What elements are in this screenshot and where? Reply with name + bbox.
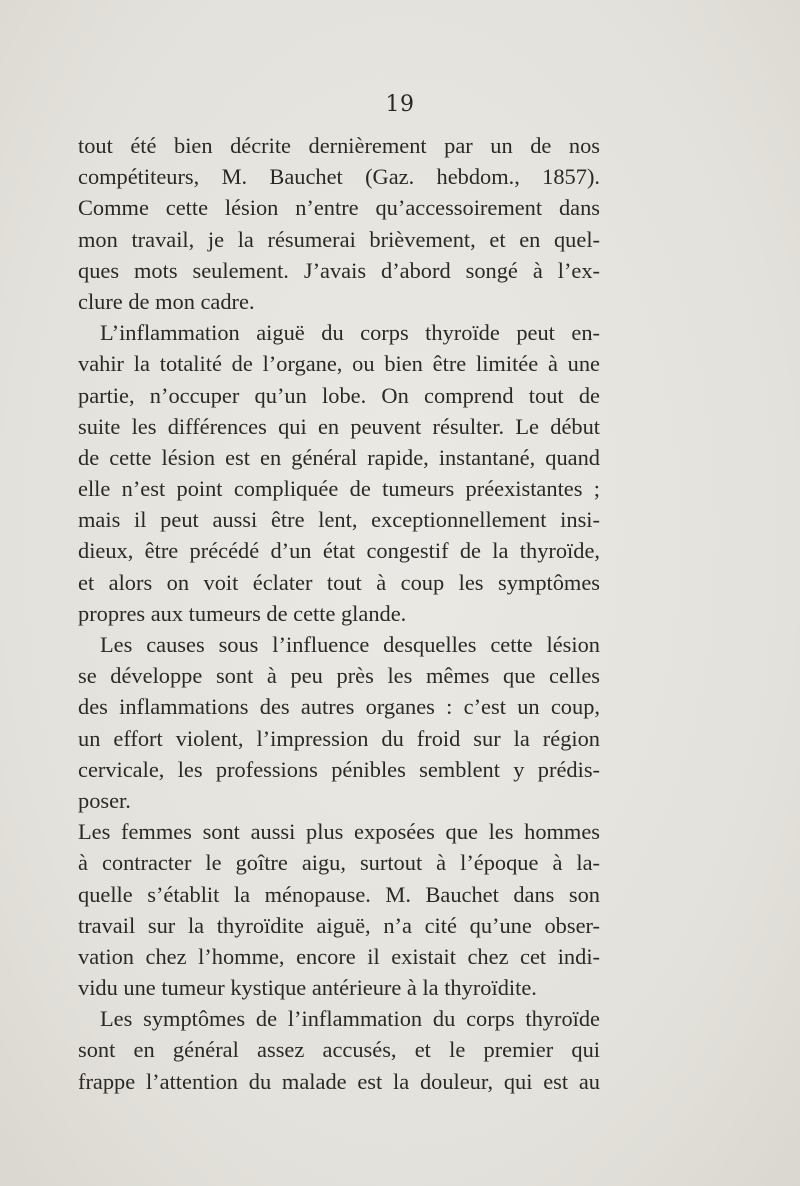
text-line: ques mots seulement. J’avais d’abord songé à l’ex-: [78, 257, 600, 283]
text-line: mais il peut aussi être lent, exceptionnellement insi-: [78, 507, 600, 533]
text-line: quelle s’établit la ménopause. M. Bauchet dans son: [78, 881, 600, 907]
text-line: cervicale, les professions pénibles semblent y prédis-: [78, 756, 600, 782]
paragraph: [78, 629, 600, 816]
page-number: 19: [385, 92, 415, 117]
text-line: tout été bien décrite dernièrement par un de nos: [78, 133, 600, 158]
text-line: suite les différences qui en peuvent résulter. Le début: [78, 413, 600, 439]
text-line: vation chez l’homme, encore il existait chez cet indi-: [78, 943, 600, 969]
text-line: dieux, être précédé d’un état congestif de la thyroïde,: [78, 538, 600, 564]
text-line: poser.: [78, 787, 131, 813]
text-line: et alors on voit éclater tout à coup les symptômes: [78, 569, 600, 595]
paragraph: [78, 317, 600, 629]
text-line: elle n’est point compliquée de tumeurs préexistantes ;: [78, 476, 600, 502]
text-line: un effort violent, l’impression du froid sur la région: [78, 725, 600, 751]
text-line: Les causes sous l’influence desquelles cette lésion: [100, 632, 600, 657]
text-line: des inflammations des autres organes : c’est un coup,: [78, 694, 600, 720]
text-line: travail sur la thyroïdite aiguë, n’a cité qu’une obser-: [78, 912, 600, 938]
text-line: Les symptômes de l’inflammation du corps thyroïde: [100, 1006, 600, 1032]
text-line: mon travail, je la résumerai brièvement, et en quel-: [78, 226, 600, 252]
text-line: Les femmes sont aussi plus exposées que les hommes: [78, 819, 600, 845]
text-line: se développe sont à peu près les mêmes que celles: [78, 663, 600, 689]
text-line: de cette lésion est en général rapide, instantané, quand: [78, 444, 600, 470]
text-line: sont en général assez accusés, et le premier qui: [78, 1037, 600, 1063]
text-line: partie, n’occuper qu’un lobe. On comprend tout de: [78, 382, 600, 408]
paragraph: [78, 816, 600, 1003]
text-line: propres aux tumeurs de cette glande.: [78, 600, 407, 626]
text-line: clure de mon cadre.: [78, 288, 255, 314]
paragraph: [78, 130, 600, 317]
paragraph: [78, 1003, 600, 1097]
text-line: vidu une tumeur kystique antérieure à la thyroïdite.: [78, 975, 537, 1001]
body-text: [78, 130, 600, 1097]
text-line: compétiteurs, M. Bauchet (Gaz. hebdom., 1857).: [78, 164, 600, 190]
text-line: vahir la totalité de l’organe, ou bien être limitée à une: [78, 351, 600, 377]
text-line: L’inflammation aiguë du corps thyroïde peut en-: [100, 320, 600, 346]
text-line: frappe l’attention du malade est la douleur, qui est au: [78, 1068, 600, 1094]
text-line: Comme cette lésion n’entre qu’accessoirement dans: [78, 195, 600, 221]
text-line: à contracter le goître aigu, surtout à l’époque à la-: [78, 850, 600, 876]
